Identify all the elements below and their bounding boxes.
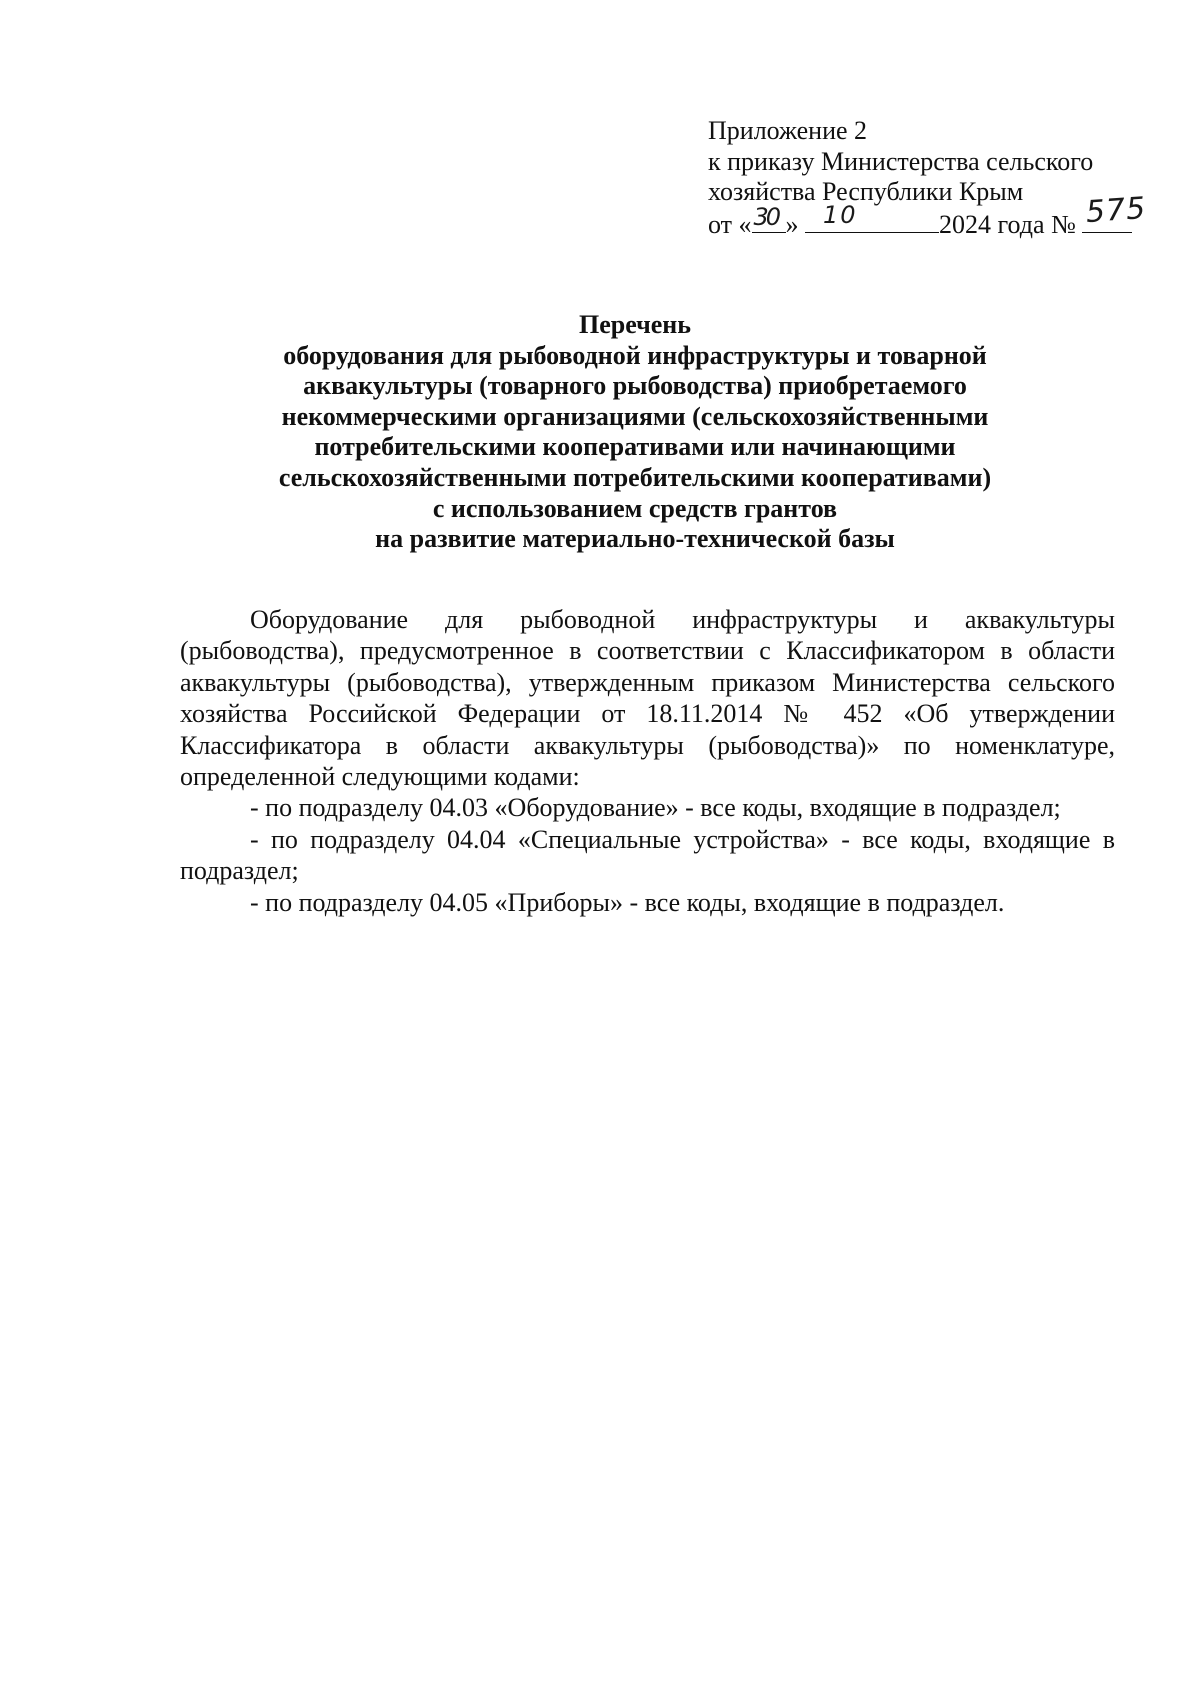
date-day-handwritten: 30	[753, 202, 779, 231]
annex-title: Приложение 2	[708, 116, 868, 145]
list-item-04-04: - по подразделу 04.04 «Специальные устройства» - все коды, входящие в подраздел;	[180, 824, 1115, 886]
document-body	[180, 604, 1115, 918]
intro-paragraph: Оборудование для рыбоводной инфраструктуры и аквакультуры (рыбоводства), предусмотренное в соответствии с Классификатором в области аквакультуры (рыбоводства), утвержденным приказом Министерства сельского хозяйства Российской Федерации от 18.11.2014 № 452 «Об утверждении Классификатора в области аквакультуры (рыбоводства)» по номенклатуре, определенной следующими кодами:	[180, 605, 1115, 792]
date-day-blank	[752, 202, 786, 233]
date-day-close: »	[785, 209, 799, 239]
title-line-5: потребительскими кооперативами или начинающими	[314, 432, 956, 462]
annex-ministry: хозяйства Республики Крым	[708, 177, 1024, 206]
title-line-7: с использованием средств грантов	[432, 493, 838, 523]
annex-header	[708, 116, 1148, 240]
list-item-04-05: - по подразделу 04.05 «Приборы» - все коды, входящие в подраздел.	[250, 887, 1005, 917]
date-prefix: от «	[708, 209, 752, 239]
date-month-blank	[805, 200, 939, 233]
annex-order-reference: к приказу Министерства сельского	[708, 146, 1094, 176]
title-line-1: Перечень	[578, 310, 692, 339]
title-line-2: оборудования для рыбоводной инфраструктуры и товарной	[283, 340, 987, 370]
title-line-3: аквакультуры (товарного рыбоводства) приобретаемого	[303, 371, 967, 401]
title-line-8: на развитие материально-технической базы	[375, 524, 895, 554]
document-title	[160, 310, 1110, 555]
list-item-04-03: - по подразделу 04.03 «Оборудование» - все коды, входящие в подраздел;	[250, 793, 1061, 823]
order-number-blank	[1082, 190, 1148, 233]
date-year-text: 2024 года №	[939, 209, 1076, 239]
date-month-handwritten: 10	[823, 200, 858, 229]
order-number-handwritten: 575	[1085, 190, 1148, 230]
title-line-6: сельскохозяйственными потребительскими кооперативами)	[278, 462, 992, 492]
title-line-4: некоммерческими организациями (сельскохозяйственными	[281, 401, 989, 431]
